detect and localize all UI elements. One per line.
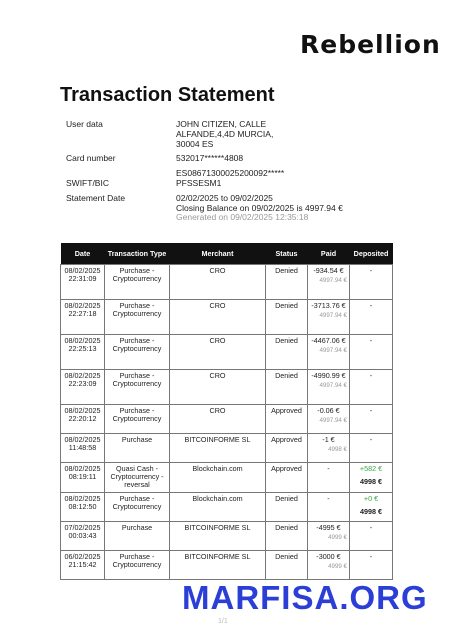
cell-transaction-type: Purchase - Cryptocurrency (105, 300, 170, 335)
cell-paid (308, 335, 350, 370)
closing-balance: Closing Balance on 09/02/2025 is 4997.94 € (176, 203, 343, 213)
rebellion-logo: Rebellion (300, 30, 441, 59)
table-row (61, 463, 393, 493)
paid-balance: 4997.94 € (319, 417, 347, 425)
deposited-balance: 4998 € (360, 506, 382, 516)
transactions-table (60, 243, 393, 580)
paid-amount: -3713.76 € (311, 301, 346, 310)
cell-deposited (350, 492, 393, 521)
cell-date: 08/02/2025 11:48:58 (61, 434, 105, 463)
cell-paid (308, 434, 350, 463)
cell-deposited (350, 335, 393, 370)
header-date: Date (61, 243, 105, 265)
cell-deposited (350, 265, 393, 300)
cell-paid (308, 521, 350, 550)
paid-amount: -4995 € (316, 522, 341, 532)
cell-paid (308, 405, 350, 434)
table-header-row (61, 243, 393, 265)
user-data-line-3: 30004 ES (176, 139, 214, 149)
cell-merchant: BITCOINFORME SL (170, 521, 266, 550)
paid-amount: -3000 € (316, 551, 341, 561)
paid-balance: 4999 € (328, 562, 347, 570)
cell-deposited (350, 370, 393, 405)
cell-status: Denied (266, 550, 308, 579)
cell-status: Denied (266, 300, 308, 335)
cell-paid (308, 265, 350, 300)
cell-merchant: Blockchain.com (170, 463, 266, 493)
cell-transaction-type: Purchase - Cryptocurrency (105, 405, 170, 434)
cell-paid (308, 300, 350, 335)
table-row (61, 550, 393, 579)
table-row (61, 405, 393, 434)
cell-transaction-type: Purchase (105, 434, 170, 463)
card-number-value: 532017******4808 (176, 153, 244, 163)
header-merchant: Merchant (170, 243, 266, 265)
header-status: Status (266, 243, 308, 265)
cell-paid (308, 550, 350, 579)
paid-amount: -1 € (322, 435, 335, 444)
swift-label: SWIFT/BIC (66, 178, 109, 188)
table-row (61, 434, 393, 463)
table-row (61, 300, 393, 335)
cell-deposited (350, 521, 393, 550)
deposited-amount: +582 € (359, 464, 383, 473)
cell-deposited (350, 463, 393, 493)
deposited-amount: - (369, 371, 373, 380)
paid-amount: -934.54 € (313, 266, 344, 275)
table-row (61, 521, 393, 550)
cell-date: 08/02/2025 22:25:13 (61, 335, 105, 370)
deposited-amount: - (369, 406, 373, 415)
cell-status: Denied (266, 521, 308, 550)
cell-merchant: BITCOINFORME SL (170, 434, 266, 463)
cell-merchant: CRO (170, 300, 266, 335)
table-row (61, 335, 393, 370)
deposited-amount: - (369, 336, 373, 345)
cell-deposited (350, 405, 393, 434)
cell-merchant: Blockchain.com (170, 492, 266, 521)
cell-merchant: CRO (170, 405, 266, 434)
deposited-balance: 4998 € (360, 477, 382, 487)
cell-date: 08/02/2025 22:20:12 (61, 405, 105, 434)
table-row (61, 492, 393, 521)
user-data-line-2: ALFANDE,4,4D MURCIA, (176, 129, 274, 139)
user-data-line-1: JOHN CITIZEN, CALLE (176, 119, 267, 129)
cell-transaction-type: Quasi Cash - Cryptocurrency - reversal (105, 463, 170, 493)
cell-paid (308, 370, 350, 405)
cell-status: Approved (266, 405, 308, 434)
deposited-amount: - (369, 435, 373, 444)
iban-value: ES08671300025200092***** (176, 168, 285, 178)
cell-status: Approved (266, 463, 308, 493)
cell-merchant: CRO (170, 370, 266, 405)
cell-transaction-type: Purchase - Cryptocurrency (105, 370, 170, 405)
cell-status: Denied (266, 335, 308, 370)
table-row (61, 370, 393, 405)
cell-merchant: BITCOINFORME SL (170, 550, 266, 579)
cell-paid (308, 492, 350, 521)
deposited-amount: - (369, 301, 373, 310)
cell-transaction-type: Purchase - Cryptocurrency (105, 550, 170, 579)
paid-balance: 4999 € (328, 533, 347, 541)
cell-date: 08/02/2025 22:23:09 (61, 370, 105, 405)
header-transaction-type: Transaction Type (105, 243, 170, 265)
cell-date: 08/02/2025 08:12:50 (61, 492, 105, 521)
cell-deposited (350, 550, 393, 579)
cell-date: 06/02/2025 21:15:42 (61, 550, 105, 579)
cell-status: Denied (266, 492, 308, 521)
cell-deposited (350, 434, 393, 463)
generated-timestamp: Generated on 09/02/2025 12:35:18 (176, 212, 309, 222)
page-title: Transaction Statement (60, 84, 275, 106)
cell-merchant: CRO (170, 265, 266, 300)
paid-amount: -4990.99 € (311, 371, 346, 380)
deposited-amount: - (369, 551, 373, 561)
cell-date: 08/02/2025 22:31:09 (61, 265, 105, 300)
marfisa-watermark: MARFISA.ORG (182, 579, 428, 616)
paid-amount: - (327, 464, 330, 473)
cell-date: 07/02/2025 00:03:43 (61, 521, 105, 550)
paid-balance: 4998 € (328, 446, 347, 454)
page-number: 1/1 (218, 618, 228, 625)
table-row (61, 265, 393, 300)
user-data-label: User data (66, 119, 103, 129)
cell-deposited (350, 300, 393, 335)
statement-date-value: 02/02/2025 to 09/02/2025 (176, 193, 273, 203)
paid-amount: -0.06 € (317, 406, 340, 415)
cell-transaction-type: Purchase - Cryptocurrency (105, 492, 170, 521)
cell-status: Denied (266, 265, 308, 300)
paid-balance: 4997.94 € (319, 312, 347, 320)
paid-amount: - (327, 493, 330, 503)
cell-date: 08/02/2025 08:19:11 (61, 463, 105, 493)
paid-balance: 4997.94 € (319, 277, 347, 285)
header-deposited: Deposited (350, 243, 393, 265)
cell-status: Approved (266, 434, 308, 463)
cell-transaction-type: Purchase - Cryptocurrency (105, 335, 170, 370)
swift-value: PFSSESM1 (176, 178, 222, 188)
cell-date: 08/02/2025 22:27:18 (61, 300, 105, 335)
cell-paid (308, 463, 350, 493)
paid-balance: 4997.94 € (319, 347, 347, 355)
cell-merchant: CRO (170, 335, 266, 370)
header-paid: Paid (308, 243, 350, 265)
deposited-amount: - (369, 522, 373, 532)
cell-transaction-type: Purchase - Cryptocurrency (105, 265, 170, 300)
statement-date-label: Statement Date (66, 193, 126, 203)
cell-status: Denied (266, 370, 308, 405)
paid-amount: -4467.06 € (311, 336, 346, 345)
paid-balance: 4997.94 € (319, 382, 347, 390)
cell-transaction-type: Purchase (105, 521, 170, 550)
deposited-amount: - (369, 266, 373, 275)
deposited-amount: +0 € (363, 493, 379, 503)
card-number-label: Card number (66, 153, 116, 163)
